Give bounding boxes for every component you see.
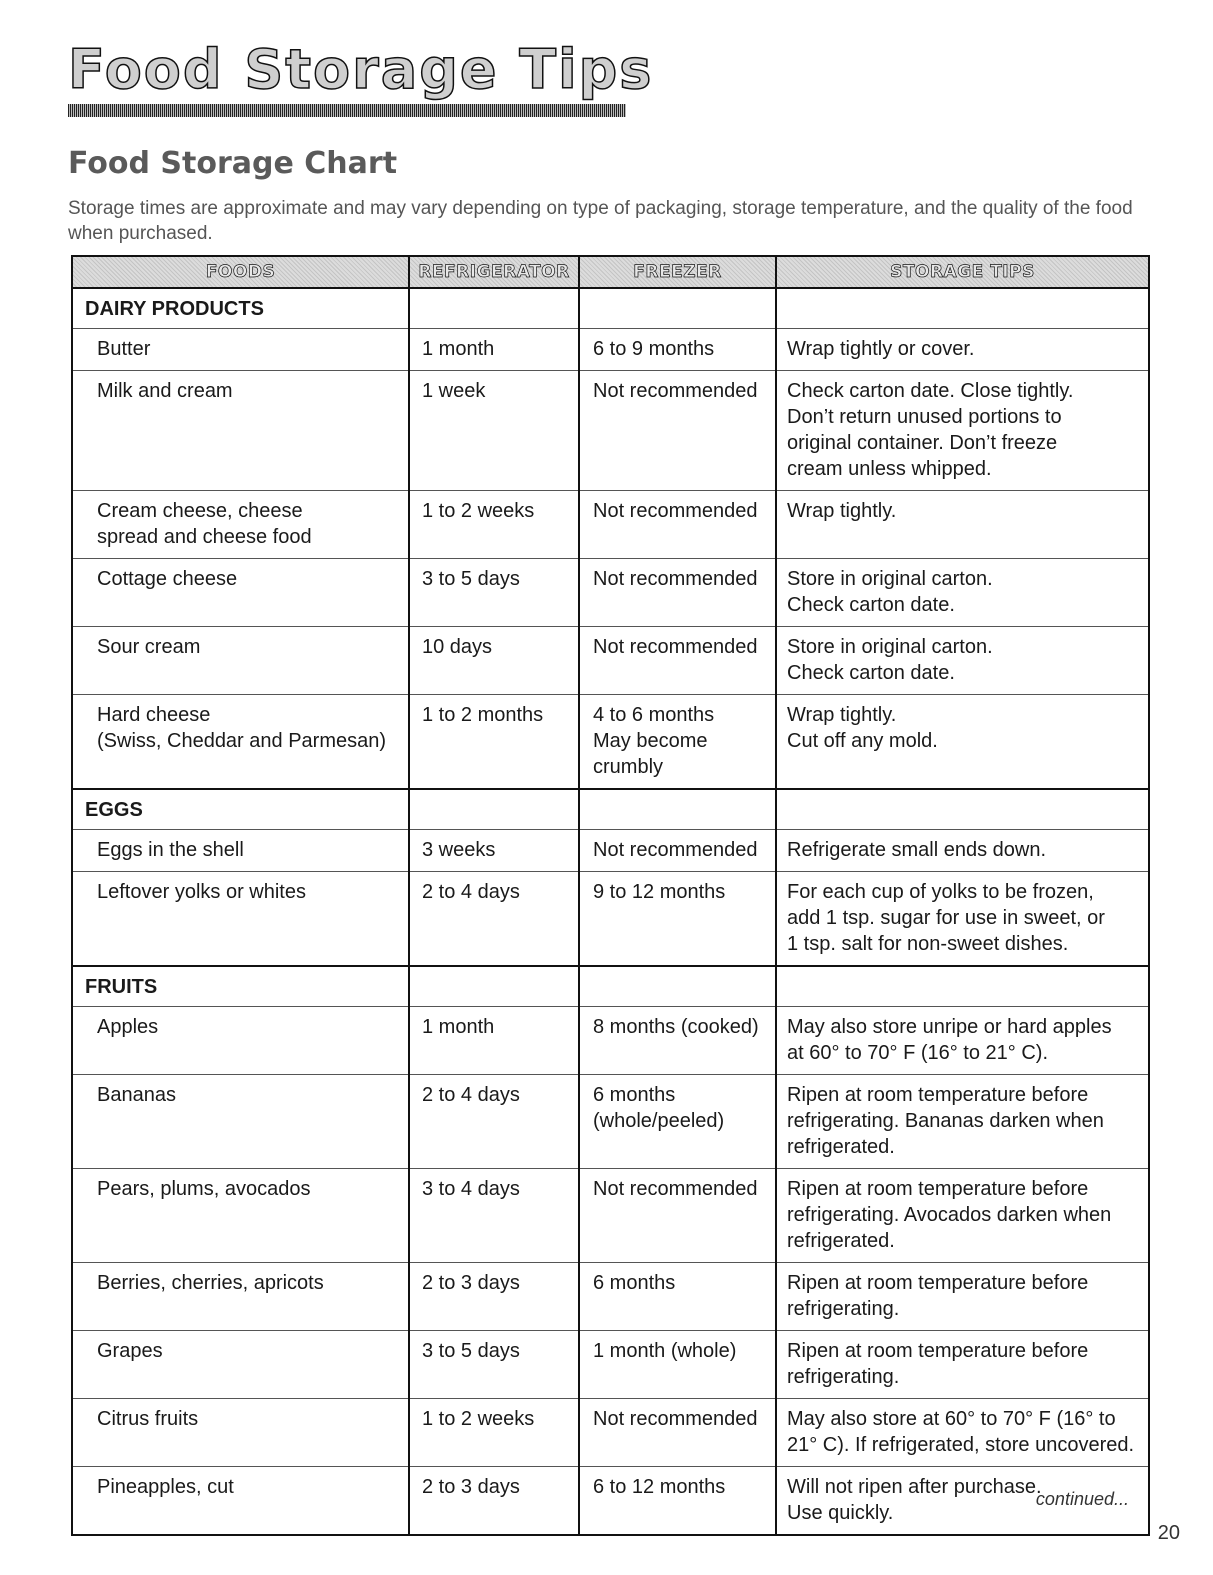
storage-tip-cell xyxy=(776,695,1149,790)
category-label: FRUITS xyxy=(72,966,409,1007)
cell-line: 3 weeks xyxy=(422,839,496,861)
table-row xyxy=(72,1169,1149,1263)
cell-line: Will not ripen after purchase. xyxy=(787,1476,1042,1498)
table-row xyxy=(72,1331,1149,1399)
refrigerator-cell xyxy=(409,695,579,790)
cell-line: (Swiss, Cheddar and Parmesan) xyxy=(97,730,387,752)
cell-line: Check carton date. xyxy=(787,594,955,616)
cell-line: Grapes xyxy=(97,1340,163,1362)
table-row xyxy=(72,695,1149,790)
refrigerator-cell xyxy=(409,1331,579,1399)
cell-line: Not recommended xyxy=(593,1408,758,1430)
empty-cell xyxy=(409,288,579,329)
cell-line: Wrap tightly. xyxy=(787,500,897,522)
cell-line: 2 to 4 days xyxy=(422,881,520,903)
food-cell xyxy=(72,329,409,371)
header-refrigerator: REFRIGERATOR xyxy=(409,256,579,288)
storage-tip-cell xyxy=(776,371,1149,491)
cell-line: refrigerating. Avocados darken when xyxy=(787,1204,1112,1226)
cell-line: Wrap tightly. xyxy=(787,704,897,726)
cell-line: Butter xyxy=(97,338,151,360)
food-storage-table xyxy=(71,255,1150,1536)
cell-line: 1 month (whole) xyxy=(593,1340,737,1362)
cell-line: add 1 tsp. sugar for use in sweet, or xyxy=(787,907,1105,929)
cell-line: 1 to 2 months xyxy=(422,704,544,726)
cell-line: (whole/peeled) xyxy=(593,1110,725,1132)
title-underline xyxy=(68,104,626,117)
cell-line: 1 to 2 weeks xyxy=(422,500,535,522)
cell-line: Store in original carton. xyxy=(787,568,993,590)
cell-line: Use quickly. xyxy=(787,1502,894,1524)
refrigerator-cell xyxy=(409,1007,579,1075)
empty-cell xyxy=(409,789,579,830)
cell-line: Not recommended xyxy=(593,1178,758,1200)
category-label: EGGS xyxy=(72,789,409,830)
cell-line: 1 to 2 weeks xyxy=(422,1408,535,1430)
cell-line: For each cup of yolks to be frozen, xyxy=(787,881,1094,903)
cell-line: 4 to 6 months xyxy=(593,704,715,726)
storage-tip-cell xyxy=(776,559,1149,627)
cell-line: 8 months (cooked) xyxy=(593,1016,759,1038)
cell-line: Citrus fruits xyxy=(97,1408,199,1430)
cell-line: 9 to 12 months xyxy=(593,881,726,903)
cell-line: crumbly xyxy=(593,756,664,778)
storage-tip-cell xyxy=(776,1399,1149,1467)
cell-line: Apples xyxy=(97,1016,159,1038)
cell-line: Cream cheese, cheese xyxy=(97,500,303,522)
food-cell xyxy=(72,627,409,695)
refrigerator-cell xyxy=(409,559,579,627)
refrigerator-cell xyxy=(409,1075,579,1169)
food-cell xyxy=(72,1399,409,1467)
table-row xyxy=(72,491,1149,559)
food-cell xyxy=(72,1169,409,1263)
table-body xyxy=(72,288,1149,1535)
table-row xyxy=(72,329,1149,371)
cell-line: 2 to 4 days xyxy=(422,1084,520,1106)
storage-tip-cell xyxy=(776,1169,1149,1263)
freezer-cell xyxy=(579,1331,776,1399)
cell-line: Leftover yolks or whites xyxy=(97,881,306,903)
refrigerator-cell xyxy=(409,491,579,559)
cell-line: Not recommended xyxy=(593,568,758,590)
cell-line: 10 days xyxy=(422,636,493,658)
food-cell xyxy=(72,872,409,967)
cell-line: Wrap tightly or cover. xyxy=(787,338,975,360)
cell-line: Milk and cream xyxy=(97,380,233,402)
storage-tip-cell xyxy=(776,329,1149,371)
cell-line: Not recommended xyxy=(593,500,758,522)
refrigerator-cell xyxy=(409,1467,579,1536)
food-cell xyxy=(72,1263,409,1331)
cell-line: Eggs in the shell xyxy=(97,839,244,861)
table-row xyxy=(72,1075,1149,1169)
food-cell xyxy=(72,371,409,491)
empty-cell xyxy=(776,966,1149,1007)
cell-line: Sour cream xyxy=(97,636,201,658)
refrigerator-cell xyxy=(409,1399,579,1467)
cell-line: Cottage cheese xyxy=(97,568,238,590)
food-cell xyxy=(72,1331,409,1399)
cell-line: refrigerating. xyxy=(787,1366,900,1388)
cell-line: Hard cheese xyxy=(97,704,211,726)
category-label: DAIRY PRODUCTS xyxy=(72,288,409,329)
table-row xyxy=(72,1467,1149,1536)
table-row xyxy=(72,559,1149,627)
header-foods: FOODS xyxy=(72,256,409,288)
freezer-cell xyxy=(579,1399,776,1467)
freezer-cell xyxy=(579,371,776,491)
cell-line: Ripen at room temperature before xyxy=(787,1084,1089,1106)
freezer-cell xyxy=(579,872,776,967)
cell-line: refrigerated. xyxy=(787,1230,895,1252)
cell-line: spread and cheese food xyxy=(97,526,312,548)
cell-line: 1 month xyxy=(422,338,495,360)
freezer-cell xyxy=(579,830,776,872)
storage-tip-cell xyxy=(776,1007,1149,1075)
cell-line: 3 to 4 days xyxy=(422,1178,520,1200)
table-row xyxy=(72,1007,1149,1075)
food-cell xyxy=(72,1075,409,1169)
cell-line: 6 months xyxy=(593,1084,676,1106)
freezer-cell xyxy=(579,1263,776,1331)
food-cell xyxy=(72,491,409,559)
food-cell xyxy=(72,1467,409,1536)
cell-line: 2 to 3 days xyxy=(422,1476,520,1498)
refrigerator-cell xyxy=(409,872,579,967)
cell-line: original container. Don’t freeze xyxy=(787,432,1058,454)
cell-line: Ripen at room temperature before xyxy=(787,1272,1089,1294)
storage-tip-cell xyxy=(776,1331,1149,1399)
cell-line: May also store unripe or hard apples xyxy=(787,1016,1112,1038)
cell-line: Ripen at room temperature before xyxy=(787,1178,1089,1200)
storage-tip-cell xyxy=(776,627,1149,695)
food-cell xyxy=(72,830,409,872)
category-row xyxy=(72,288,1149,329)
category-row xyxy=(72,789,1149,830)
storage-tip-cell xyxy=(776,491,1149,559)
page-title: Food Storage Tips xyxy=(68,38,654,101)
cell-line: 6 to 12 months xyxy=(593,1476,726,1498)
cell-line: 6 to 9 months xyxy=(593,338,715,360)
header-storage-tips: STORAGE TIPS xyxy=(776,256,1149,288)
cell-line: Berries, cherries, apricots xyxy=(97,1272,324,1294)
freezer-cell xyxy=(579,329,776,371)
refrigerator-cell xyxy=(409,830,579,872)
cell-line: 1 week xyxy=(422,380,486,402)
page-number: 20 xyxy=(1157,1522,1180,1544)
cell-line: Pineapples, cut xyxy=(97,1476,234,1498)
empty-cell xyxy=(579,288,776,329)
cell-line: 3 to 5 days xyxy=(422,568,520,590)
cell-line: Ripen at room temperature before xyxy=(787,1340,1089,1362)
food-cell xyxy=(72,1007,409,1075)
cell-line: Not recommended xyxy=(593,636,758,658)
storage-tip-cell xyxy=(776,1263,1149,1331)
table-row xyxy=(72,371,1149,491)
category-row xyxy=(72,966,1149,1007)
refrigerator-cell xyxy=(409,371,579,491)
refrigerator-cell xyxy=(409,1263,579,1331)
cell-line: Don’t return unused portions to xyxy=(787,406,1062,428)
cell-line: refrigerating. Bananas darken when xyxy=(787,1110,1104,1132)
cell-line: Not recommended xyxy=(593,380,758,402)
section-title: Food Storage Chart xyxy=(68,146,398,181)
table-row xyxy=(72,1399,1149,1467)
table-row xyxy=(72,872,1149,967)
freezer-cell xyxy=(579,1075,776,1169)
refrigerator-cell xyxy=(409,627,579,695)
refrigerator-cell xyxy=(409,329,579,371)
storage-tip-cell xyxy=(776,1075,1149,1169)
food-cell xyxy=(72,695,409,790)
freezer-cell xyxy=(579,695,776,790)
freezer-cell xyxy=(579,1169,776,1263)
cell-line: Store in original carton. xyxy=(787,636,993,658)
freezer-cell xyxy=(579,627,776,695)
cell-line: 1 tsp. salt for non-sweet dishes. xyxy=(787,933,1069,955)
freezer-cell xyxy=(579,559,776,627)
empty-cell xyxy=(579,966,776,1007)
table-row xyxy=(72,1263,1149,1331)
empty-cell xyxy=(776,288,1149,329)
cell-line: 1 month xyxy=(422,1016,495,1038)
cell-line: 21° C). If refrigerated, store uncovered. xyxy=(787,1434,1135,1456)
freezer-cell xyxy=(579,491,776,559)
table-header-row xyxy=(72,256,1149,288)
cell-line: Check carton date. xyxy=(787,662,955,684)
table-row xyxy=(72,627,1149,695)
food-cell xyxy=(72,559,409,627)
cell-line: refrigerating. xyxy=(787,1298,900,1320)
cell-line: Not recommended xyxy=(593,839,758,861)
empty-cell xyxy=(409,966,579,1007)
cell-line: May become xyxy=(593,730,708,752)
cell-line: 2 to 3 days xyxy=(422,1272,520,1294)
cell-line: Pears, plums, avocados xyxy=(97,1178,311,1200)
cell-line: refrigerated. xyxy=(787,1136,895,1158)
cell-line: Bananas xyxy=(97,1084,176,1106)
table-row xyxy=(72,830,1149,872)
storage-tip-cell xyxy=(776,830,1149,872)
refrigerator-cell xyxy=(409,1169,579,1263)
cell-line: Check carton date. Close tightly. xyxy=(787,380,1074,402)
intro-text: Storage times are approximate and may vary depending on type of packaging, storage temperature, and the quality of the food when purchased. xyxy=(68,198,1133,244)
cell-line: cream unless whipped. xyxy=(787,458,992,480)
empty-cell xyxy=(776,789,1149,830)
storage-tip-cell xyxy=(776,872,1149,967)
freezer-cell xyxy=(579,1467,776,1536)
empty-cell xyxy=(579,789,776,830)
continued-note: continued... xyxy=(1035,1489,1129,1509)
cell-line: May also store at 60° to 70° F (16° to xyxy=(787,1408,1116,1430)
cell-line: Cut off any mold. xyxy=(787,730,938,752)
freezer-cell xyxy=(579,1007,776,1075)
cell-line: 6 months xyxy=(593,1272,676,1294)
cell-line: Refrigerate small ends down. xyxy=(787,839,1047,861)
header-freezer: FREEZER xyxy=(579,256,776,288)
cell-line: at 60° to 70° F (16° to 21° C). xyxy=(787,1042,1049,1064)
cell-line: 3 to 5 days xyxy=(422,1340,520,1362)
